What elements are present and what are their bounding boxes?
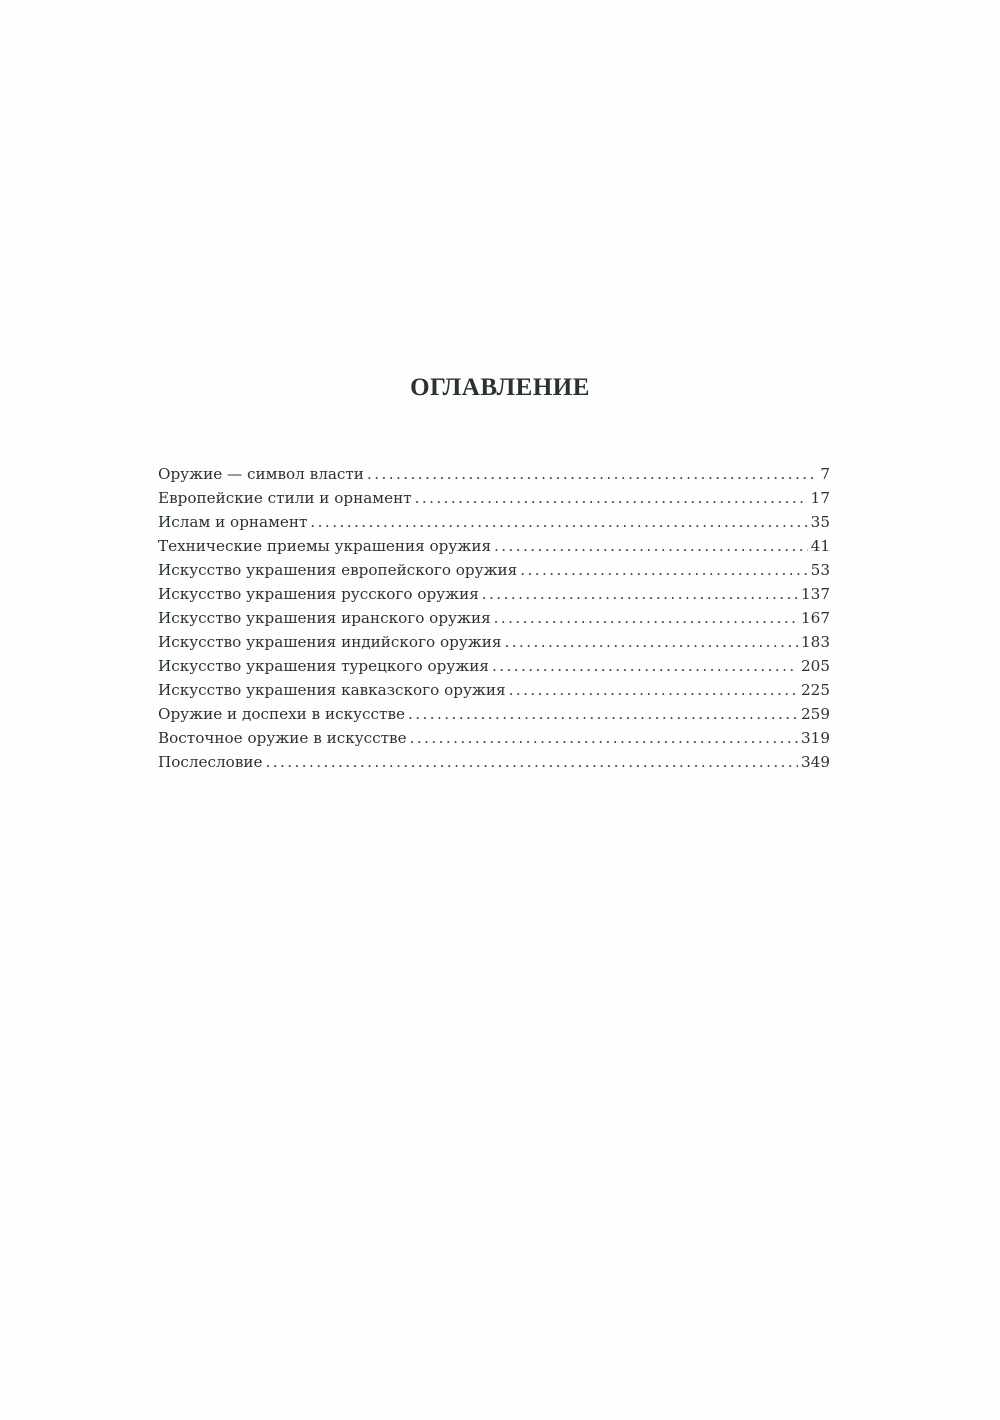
toc-entry-title: Искусство украшения русского оружия [158,585,479,603]
toc-entry [158,630,830,654]
dot-leader [482,582,798,606]
toc-entry [158,654,830,678]
dot-leader [367,462,817,486]
toc-entry-title: Ислам и орнамент [158,513,308,531]
toc-entry-title: Оружие и доспехи в искусстве [158,705,405,723]
toc-entry-page: 167 [801,609,830,627]
toc-entry [158,678,830,702]
toc-entry-title: Европейские стили и орнамент [158,489,412,507]
toc-entry-title: Послесловие [158,753,263,771]
toc-entry [158,750,830,774]
toc-entry-page: 225 [801,681,830,699]
dot-leader [494,606,798,630]
toc-entry-title: Искусство украшения кавказского оружия [158,681,506,699]
dot-leader [408,702,798,726]
dot-leader [509,678,798,702]
dot-leader [266,750,799,774]
toc-entry [158,582,830,606]
toc-entry-page: 183 [801,633,830,651]
dot-leader [415,486,808,510]
dot-leader [494,534,808,558]
toc-entry [158,510,830,534]
toc-entry [158,558,830,582]
toc-entry-page: 259 [801,705,830,723]
toc-entry-title: Искусство украшения иранского оружия [158,609,491,627]
dot-leader [504,630,798,654]
dot-leader [310,510,807,534]
toc-entry-page: 35 [810,513,830,531]
toc-entry-page: 41 [810,537,830,555]
toc-entry-page: 137 [801,585,830,603]
toc-entry-page: 319 [801,729,830,747]
dot-leader [520,558,807,582]
toc-entry-title: Искусство украшения европейского оружия [158,561,518,579]
dot-leader [410,726,798,750]
toc-entry-title: Восточное оружие в искусстве [158,729,407,747]
page-title: ОГЛАВЛЕНИЕ [410,373,590,401]
table-of-contents [158,462,830,774]
dot-leader [492,654,798,678]
toc-entry-title: Оружие — символ власти [158,465,364,483]
toc-entry-page: 53 [810,561,830,579]
toc-entry [158,486,830,510]
toc-entry-page: 7 [820,465,830,483]
toc-entry [158,726,830,750]
toc-entry-title: Искусство украшения индийского оружия [158,633,502,651]
toc-entry-title: Технические приемы украшения оружия [158,537,492,555]
toc-entry [158,702,830,726]
toc-entry [158,534,830,558]
toc-entry-page: 349 [801,753,830,771]
toc-entry-title: Искусство украшения турецкого оружия [158,657,489,675]
toc-entry-page: 205 [801,657,830,675]
toc-entry-page: 17 [810,489,830,507]
toc-entry [158,606,830,630]
toc-entry [158,462,830,486]
